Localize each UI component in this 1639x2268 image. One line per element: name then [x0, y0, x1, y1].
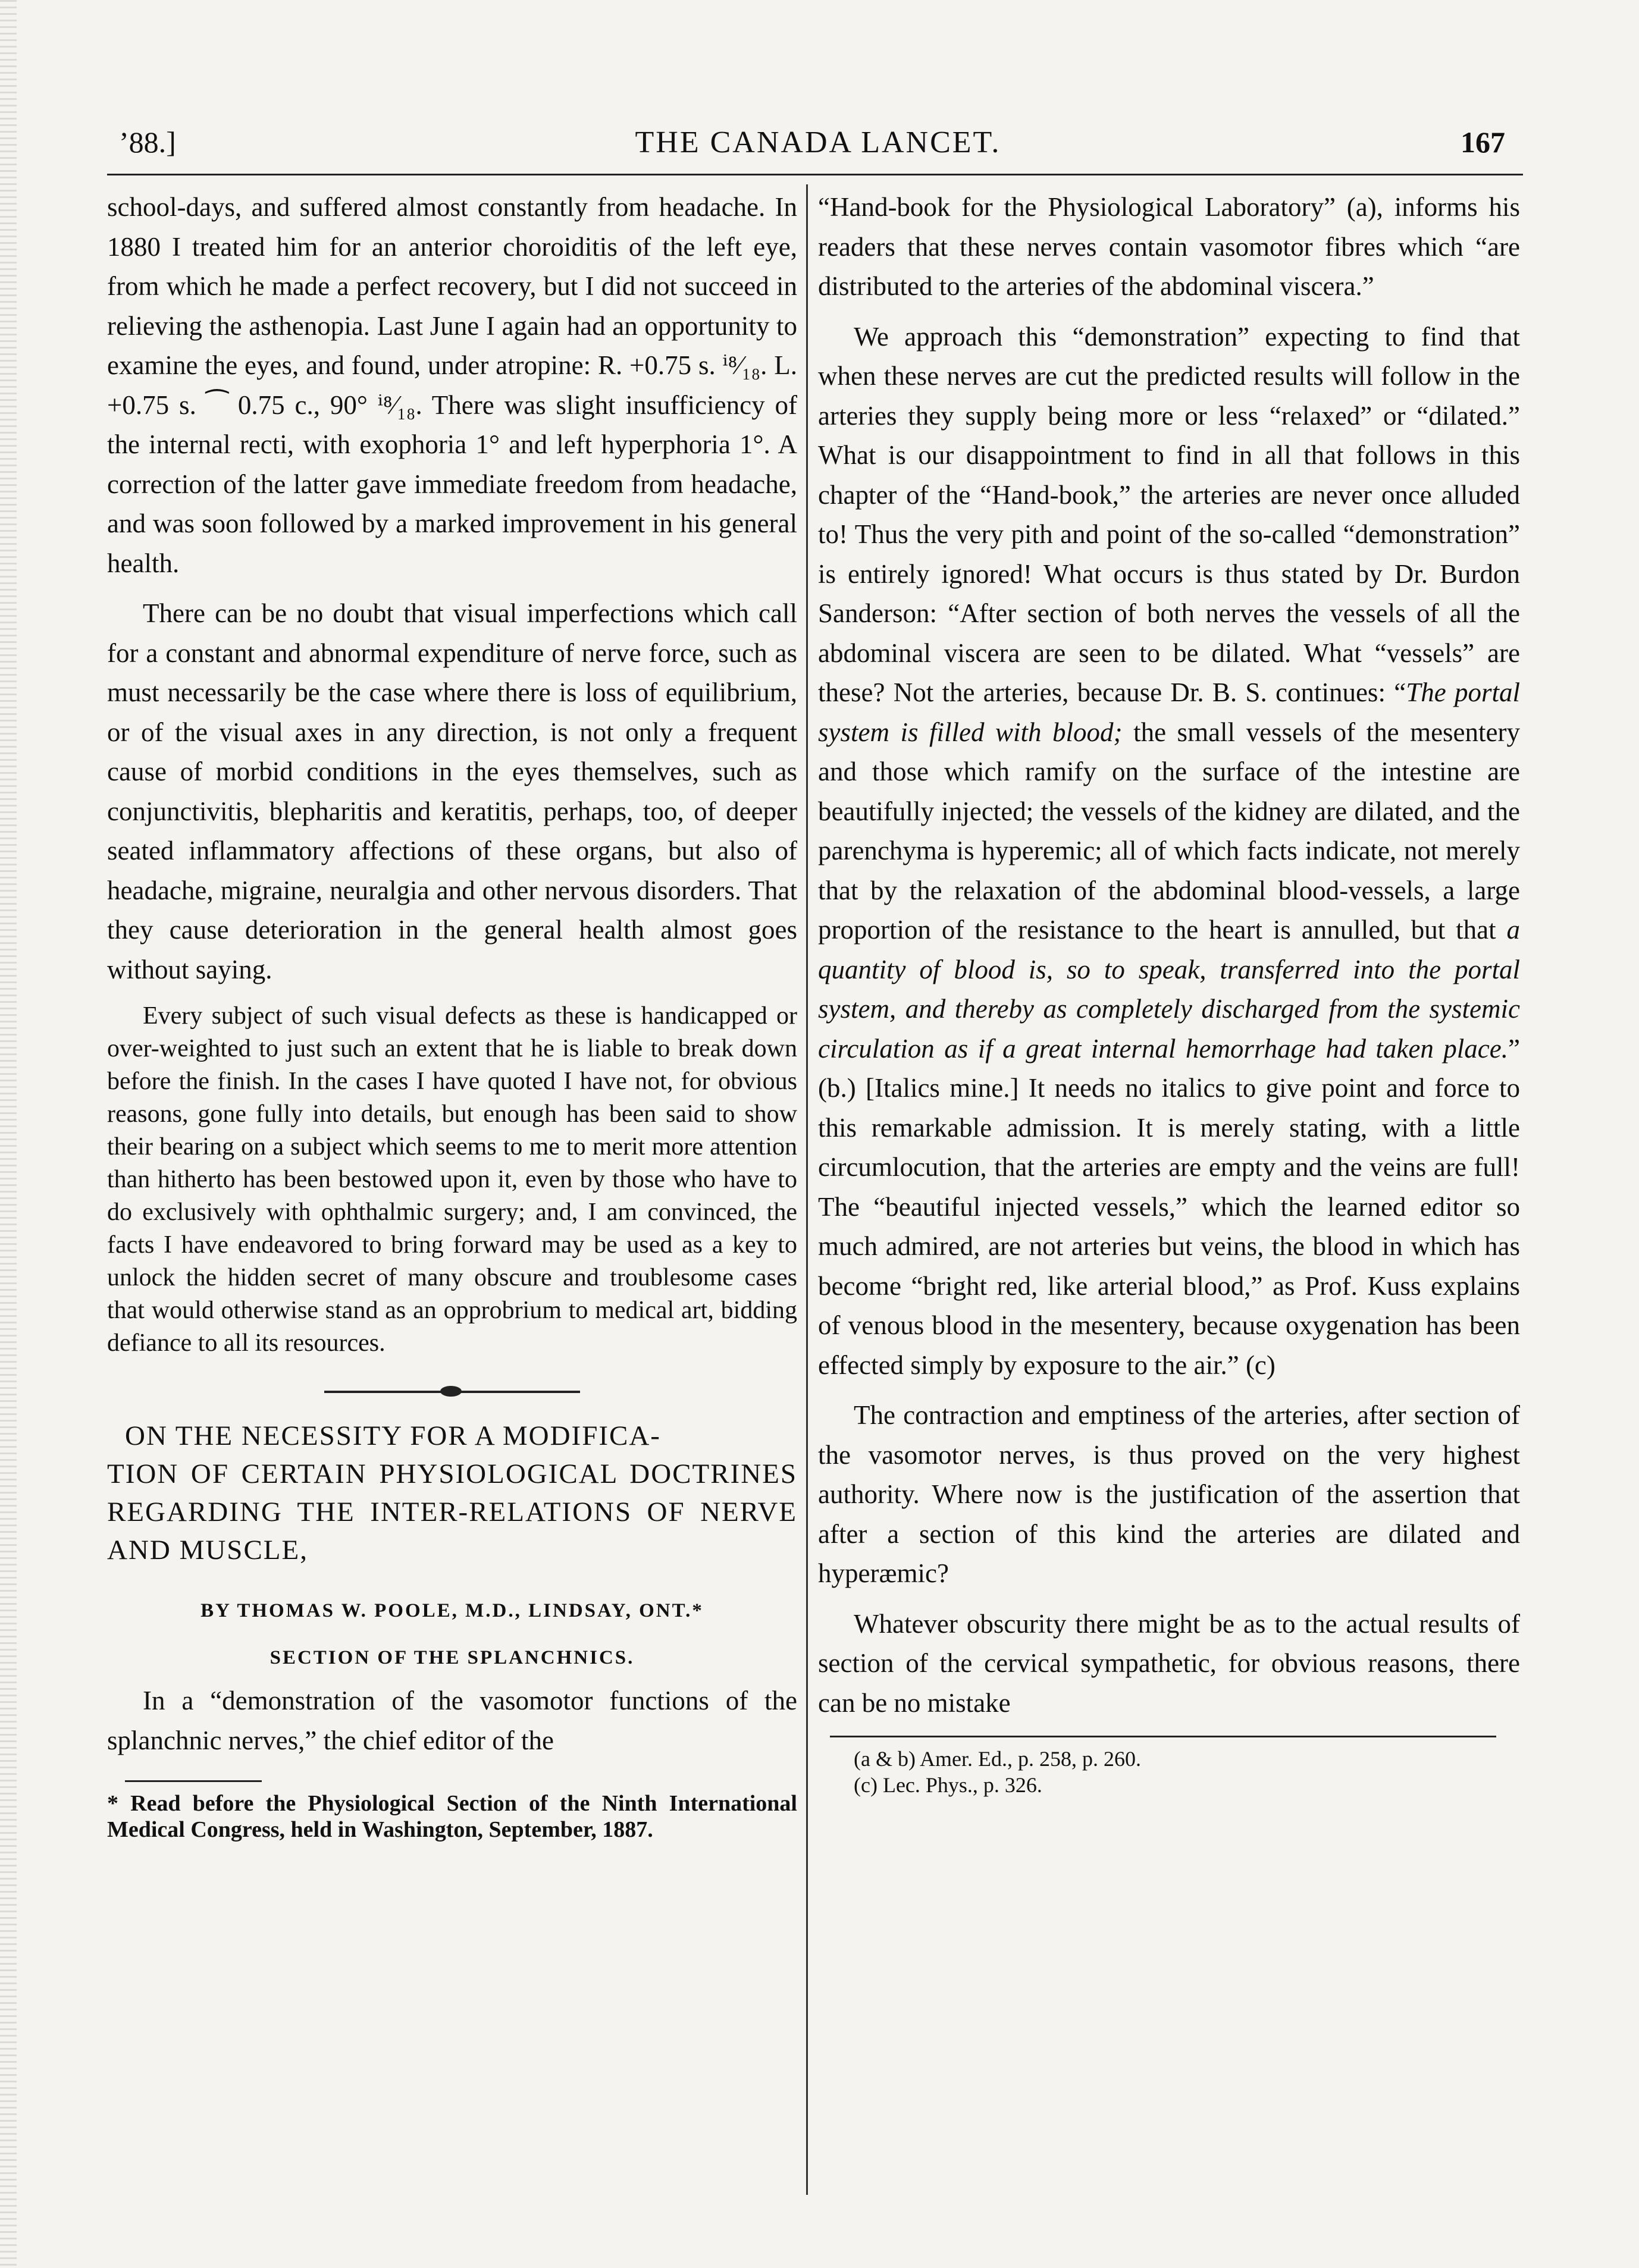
article-title-rest: TION OF CERTAIN PHYSIOLOGICAL DOCTRINES REGARDING THE INTER-RELATIONS OF NERVE AND MUSCLE, — [107, 1458, 797, 1566]
footnote: (c) Lec. Phys., p. 326. — [854, 1773, 1042, 1797]
paragraph: “Hand-book for the Physiological Laboratory” (a), informs his readers that these nerves contain vasomotor fibres which “are distributed to the arteries of the abdominal viscera.” — [818, 192, 1520, 301]
footnote-rule — [125, 1780, 262, 1782]
paragraph: Every subject of such visual defects as these is handicapped or over-weighted to just such an extent that he is liable to break down before the finish. In the cases I have quoted I have not, for obvious reasons, gone fully into details, but enough has been said to show their bearing on a subject which seems to me to merit more attention than hitherto has been bestowed upon it, even by those who have to do exclusively with ophthalmic surgery; and, I am convinced, the facts I have endeavored to bring forward may be used as a key to unlock the hidden secret of many obscure and troublesome cases that would otherwise stand as an opprobrium to medical art, bidding defiance to all its resources. — [107, 1002, 797, 1357]
section-ornament — [324, 1391, 580, 1393]
footnote-rule — [830, 1736, 1496, 1737]
paragraph: school-days, and suffered almost constantly from headache. In 1880 I treated him for an anterior choroiditis of the left eye, from which he made a perfect recovery, but I did not succeed in relieving the asthenopia. Last June I again had an opportunity to examine the eyes, and found, under atropine: R. +0.75 s. ⁱ⁸⁄₁₈. L. +0.75 s. ⁀ 0.75 c., 90° ⁱ⁸⁄₁₈. There was slight insufficiency of the internal recti, with exophoria 1° and left hyperphoria 1°. A correction of the latter gave immediate freedom from headache, and was soon followed by a marked improvement in his general health. — [107, 192, 797, 578]
article-title-line: ON THE NECESSITY FOR A MODIFICA- — [125, 1420, 661, 1451]
paragraph: The contraction and emptiness of the arteries, after section of the vasomotor nerves, is thus proved on the very highest authority. Where now is the justification of the assertion that after a section of this kind the arteries are dilated and hyperæmic? — [818, 1400, 1520, 1588]
text-run: We approach this “demonstration” expecting to find that when these nerves are cut the predicted results will follow in the arteries they supply being more or less “relaxed” or “dilated.” What is our disappointment to find in all that follows in this chapter of the “Hand-book,” the arteries are never once alluded to! Thus the very pith and point of the so-called “demonstration” is entirely ignored! What occurs is thus stated by Dr. Burdon Sanderson: “After section of both nerves the vessels of all the abdominal viscera are seen to be dilated. What “vessels” are these? Not the arteries, because Dr. B. S. continues: “ — [818, 321, 1520, 707]
header-year: ’88.] — [119, 126, 176, 159]
paragraph: In a “demonstration of the vasomotor functions of the splanchnic nerves,” the chief editor of the — [107, 1686, 797, 1755]
journal-title: THE CANADA LANCET. — [635, 126, 1001, 159]
paragraph: There can be no doubt that visual imperfections which call for a constant and abnormal expenditure of nerve force, such as must necessarily be the case where there is loss of equilibrium, or of the visual axes in any direction, is not only a frequent cause of morbid conditions in the eyes themselves, such as conjunctivitis, blepharitis and keratitis, perhaps, too, of deeper seated inflammatory affections of these organs, but also of headache, migraine, neuralgia and other nervous disorders. That they cause deterioration in the general health almost goes without saying. — [107, 598, 797, 984]
footnote: * Read before the Physiological Section of the Ninth International Medical Congress, held in Washington, September, 1887. — [107, 1791, 797, 1842]
paragraph: Whatever obscurity there might be as to the actual results of section of the cervical sympathetic, for obvious reasons, there can be no mistake — [818, 1608, 1520, 1718]
italic-run: a quantity of blood is, so to speak, transferred into the portal system, and thereby as completely discharged from the systemic circulation as if a great internal hemorrhage had taken place. — [818, 915, 1520, 1064]
column-divider — [806, 184, 808, 2195]
italic-run: The portal system is filled with blood; — [818, 677, 1520, 747]
section-heading: SECTION OF THE SPLANCHNICS. — [269, 1647, 635, 1668]
page-header — [113, 125, 1523, 172]
footnote: (a & b) Amer. Ed., p. 258, p. 260. — [854, 1747, 1141, 1771]
left-column — [107, 187, 797, 1843]
header-rule — [107, 174, 1523, 175]
article-title — [107, 1417, 797, 1569]
paragraph — [818, 317, 1520, 1385]
page-number: 167 — [1461, 126, 1505, 159]
right-column — [818, 187, 1520, 1798]
byline: BY THOMAS W. POOLE, M.D., LINDSAY, ONT.* — [200, 1600, 704, 1621]
text-run: ” (b.) [Italics mine.] It needs no italics to give point and force to this remarkable admission. It is merely stating, with a little circumlocution, that the arteries are empty and the veins are full! The “beautiful injected vessels,” which the learned editor so much admired, are not arteries but veins, the blood in which has become “bright red, like arterial blood,” as Prof. Kuss explains of venous blood in the mesentery, because oxygenation has been effected simply by exposure to the air.” (c) — [818, 1033, 1520, 1380]
text-run: the small vessels of the mesentery and those which ramify on the surface of the intestine are beautifully injected; the vessels of the kidney are dilated, and the parenchyma is hyperemic; all of which facts indicate, not merely that by the relaxation of the abdominal blood-vessels, a large proportion of the resistance to the heart is annulled, but that — [818, 717, 1520, 945]
scan-edge — [0, 0, 17, 2268]
